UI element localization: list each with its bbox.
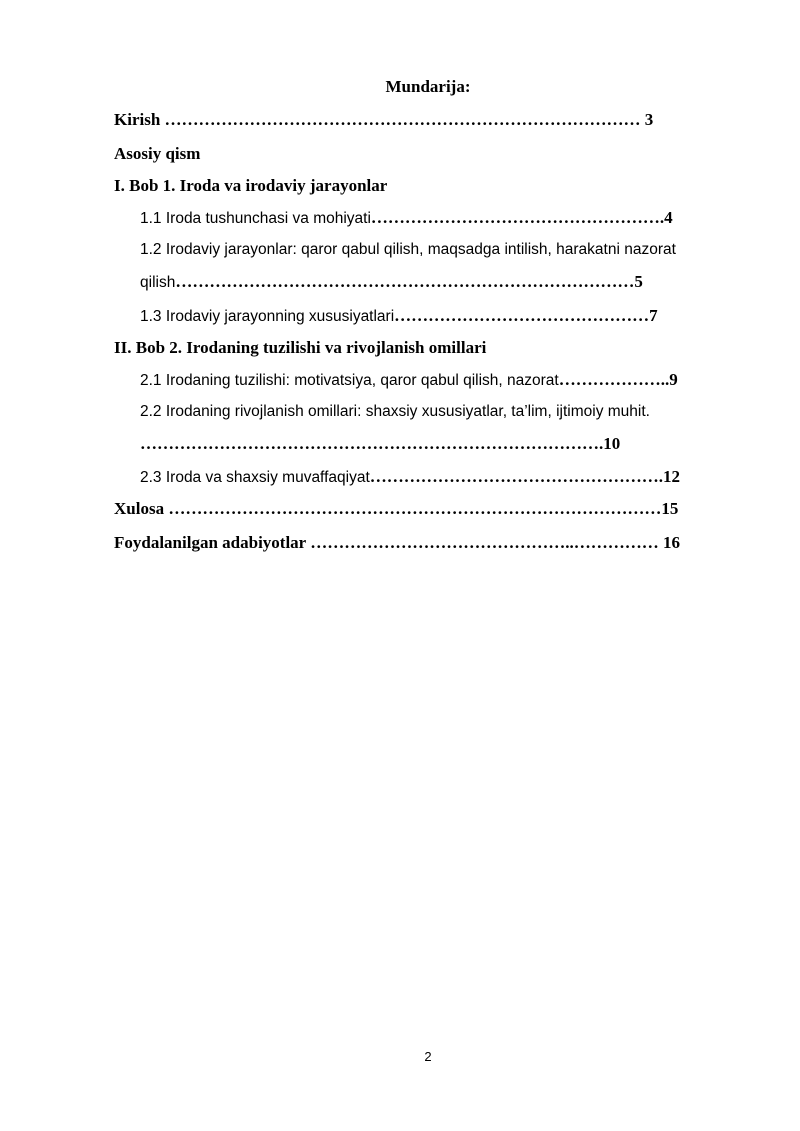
toc-entry-label: Xulosa [114, 499, 169, 518]
toc-entry-label: 2.1 Irodaning tuzilishi: motivatsiya, qaror qabul qilish, nazorat [140, 372, 559, 389]
toc-page-number: 10 [603, 434, 621, 453]
toc-entry-label: Kirish [114, 110, 165, 129]
toc-leader-dots: …………………………………………………………………………… [168, 499, 662, 518]
toc-page-number: 4 [664, 208, 673, 227]
page-number: 2 [424, 1049, 432, 1064]
toc-entry-1-2-line2 [140, 271, 643, 294]
toc-chapter-1: I. Bob 1. Iroda va irodaviy jarayonlar [114, 176, 388, 195]
toc-page-number: 7 [649, 306, 658, 325]
toc-leader-dots: ……………………………………………. [370, 208, 665, 227]
toc-entry-2-1 [140, 369, 678, 392]
toc-leader-dots: ……………….. [558, 370, 670, 389]
toc-leader-dots: ………………………………………………………………………… [164, 110, 645, 129]
toc-chapter-2: II. Bob 2. Irodaning tuzilishi va rivojlanish omillari [114, 338, 487, 357]
toc-page-number: 9 [669, 370, 678, 389]
toc-entry-label: 1.3 Irodaviy jarayonning xususiyatlari [140, 308, 395, 325]
toc-leader-dots: ………………………………………………………………………. [140, 434, 604, 453]
toc-page-number: 15 [661, 499, 679, 518]
toc-page-number: 5 [634, 272, 643, 291]
toc-entry-1-3 [140, 305, 658, 328]
toc-entry-kirish [114, 109, 653, 131]
toc-entry-label: Foydalanilgan adabiyotlar [114, 533, 311, 552]
toc-entry-1-1 [140, 207, 673, 230]
toc-entry-1-2-line1: 1.2 Irodaviy jarayonlar: qaror qabul qilish, maqsadga intilish, harakatni nazorat [140, 241, 676, 258]
toc-entry-2-2-line2 [140, 433, 620, 455]
toc-entry-xulosa [114, 498, 678, 520]
toc-page-number: 16 [662, 533, 680, 552]
toc-leader-dots: ………………………………………..…………… [310, 533, 663, 552]
toc-entry-2-3 [140, 466, 680, 489]
toc-entry-2-2-line1: 2.2 Irodaning rivojlanish omillari: shaxsiy xususiyatlar, ta’lim, ijtimoiy muhit. [140, 403, 650, 420]
toc-leader-dots: ……………………………………………………………………… [175, 272, 635, 291]
toc-entry-adabiyotlar [114, 532, 680, 554]
toc-entry-label: 2.3 Iroda va shaxsiy muvaffaqiyat [140, 469, 370, 486]
toc-leader-dots: ……………………………………………. [369, 467, 664, 486]
toc-leader-dots: ……………………………………… [394, 306, 650, 325]
toc-page-number: 3 [644, 110, 654, 129]
toc-page-number: 12 [663, 467, 681, 486]
toc-heading: Mundarija: [385, 77, 471, 96]
toc-entry-label: 1.1 Iroda tushunchasi va mohiyati [140, 210, 371, 227]
toc-entry-label: qilish [140, 274, 176, 291]
toc-entry-asosiy-qism: Asosiy qism [114, 144, 201, 163]
